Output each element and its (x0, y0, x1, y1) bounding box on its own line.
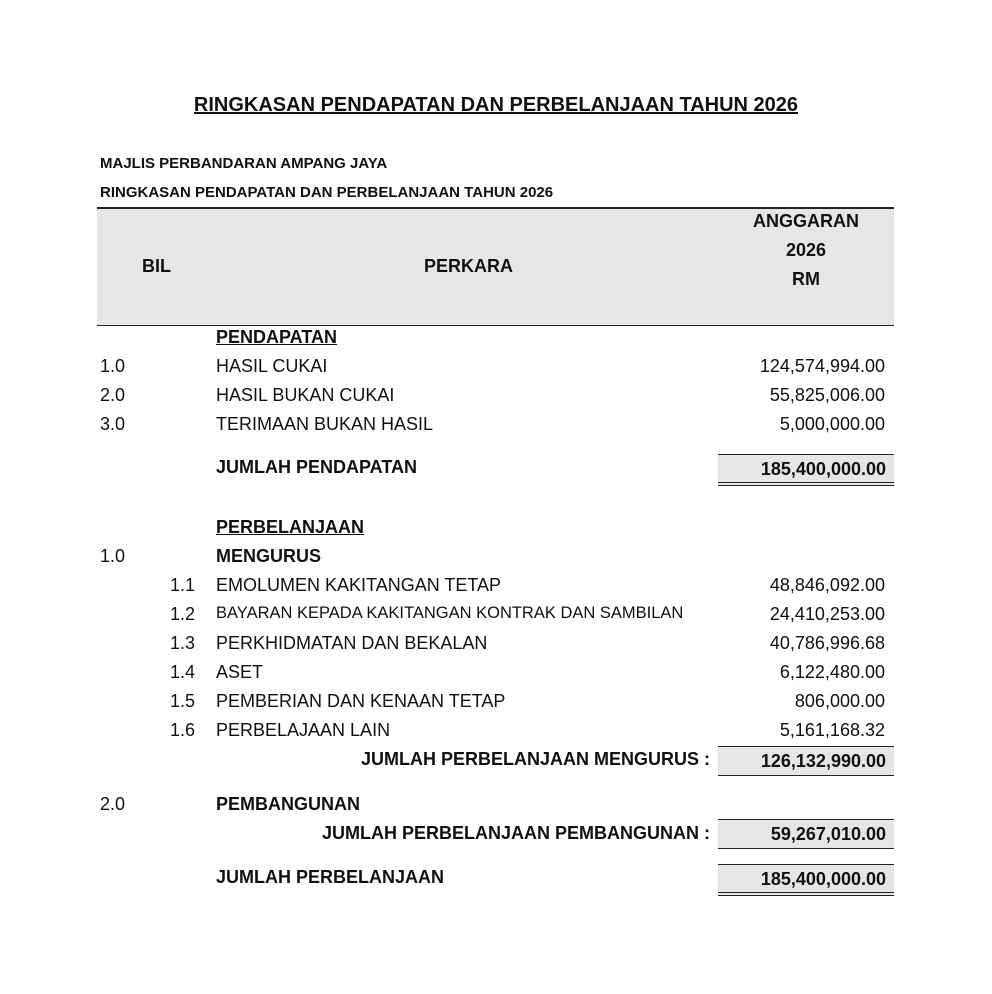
total-amount-pendapatan: 185,400,000.00 (760, 459, 886, 479)
row-amount: 124,574,994.00 (759, 356, 885, 376)
row-amount: 48,846,092.00 (769, 575, 885, 595)
total-amount-pembangunan: 59,267,010.00 (770, 824, 886, 844)
total-box-pembangunan (718, 819, 894, 849)
row-bil: 2.0 (100, 794, 126, 814)
subsection-heading-mengurus: MENGURUS (216, 546, 322, 566)
row-amount: 6,122,480.00 (779, 662, 885, 682)
row-bil: 1.1 (170, 575, 196, 595)
row-bil: 1.5 (170, 691, 196, 711)
row-bil: 1.3 (170, 633, 196, 653)
total-box-pendapatan (718, 454, 894, 486)
header-amount-line2: 2026 (785, 240, 827, 260)
row-label: PERBELAJAAN LAIN (216, 720, 391, 740)
total-amount-mengurus: 126,132,990.00 (760, 751, 886, 771)
subsection-heading-pembangunan: PEMBANGUNAN (216, 794, 360, 814)
row-label: EMOLUMEN KAKITANGAN TETAP (216, 575, 502, 595)
row-label: HASIL CUKAI (216, 356, 328, 376)
total-label-pendapatan: JUMLAH PENDAPATAN (216, 457, 417, 477)
total-box-perbelanjaan (718, 864, 894, 896)
row-amount: 5,161,168.32 (779, 720, 885, 740)
total-label-mengurus: JUMLAH PERBELANJAAN MENGURUS : (360, 749, 710, 769)
header-amount-line3: RM (792, 269, 820, 289)
organization-name: MAJLIS PERBANDARAN AMPANG JAYA (100, 155, 388, 172)
row-label: HASIL BUKAN CUKAI (216, 385, 395, 405)
row-bil: 1.2 (170, 604, 196, 624)
total-label-pembangunan: JUMLAH PERBELANJAAN PEMBANGUNAN : (321, 823, 710, 843)
row-bil: 1.0 (100, 356, 126, 376)
header-perkara: PERKARA (424, 256, 514, 276)
row-bil: 1.6 (170, 720, 196, 740)
total-box-mengurus (718, 746, 894, 776)
section-heading-pendapatan: PENDAPATAN (216, 327, 337, 347)
row-label: PERKHIDMATAN DAN BEKALAN (216, 633, 488, 653)
total-amount-perbelanjaan: 185,400,000.00 (760, 869, 886, 889)
row-bil: 3.0 (100, 414, 126, 434)
total-label-perbelanjaan: JUMLAH PERBELANJAAN (216, 867, 445, 887)
row-label: ASET (216, 662, 264, 682)
row-amount: 806,000.00 (794, 691, 885, 711)
row-bil: 1.0 (100, 546, 126, 566)
document-title: RINGKASAN PENDAPATAN DAN PERBELANJAAN TAHUN 2026 (193, 94, 799, 116)
row-amount: 24,410,253.00 (769, 604, 885, 624)
row-label: TERIMAAN BUKAN HASIL (216, 414, 434, 434)
row-bil: 2.0 (100, 385, 126, 405)
row-amount: 5,000,000.00 (779, 414, 885, 434)
row-bil: 1.4 (170, 662, 196, 682)
row-label: BAYARAN KEPADA KAKITANGAN KONTRAK DAN SAMBILAN (216, 604, 684, 622)
row-amount: 40,786,996.68 (769, 633, 885, 653)
header-bil: BIL (142, 256, 171, 276)
section-heading-perbelanjaan: PERBELANJAAN (216, 517, 365, 537)
document-subtitle: RINGKASAN PENDAPATAN DAN PERBELANJAAN TAHUN 2026 (100, 184, 554, 201)
row-label: PEMBERIAN DAN KENAAN TETAP (216, 691, 506, 711)
header-amount-line1: ANGGARAN (753, 211, 859, 231)
row-amount: 55,825,006.00 (769, 385, 885, 405)
